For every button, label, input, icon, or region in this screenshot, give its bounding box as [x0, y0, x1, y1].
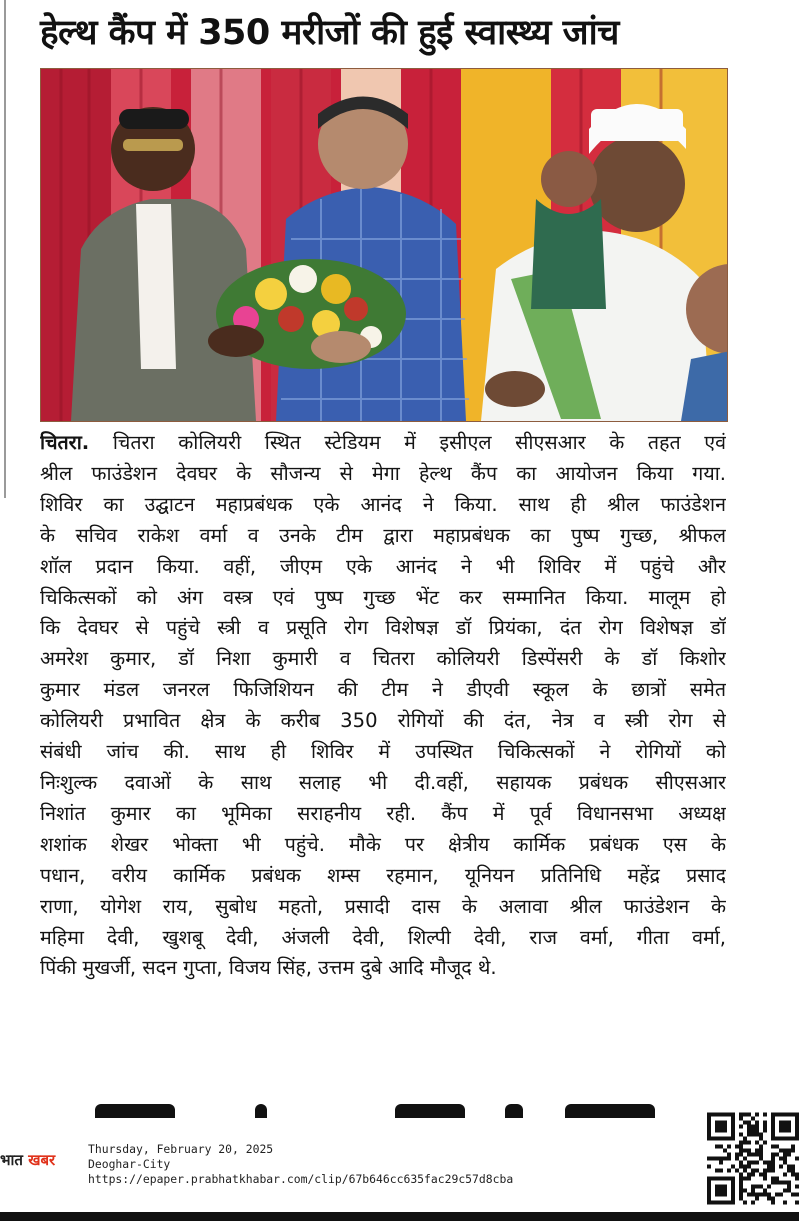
- article-line: महिमा देवी, खुशबू देवी, अंजली देवी, शिल्पी देवी, राज वर्मा, गीता वर्मा,: [40, 925, 726, 949]
- article-line: कुमार मंडल जनरल फिजिशियन की टीम ने डीएवी स्कूल के छात्रों समेत: [40, 678, 726, 702]
- clip-url[interactable]: https://epaper.prabhatkhabar.com/clip/67b646cc635fac29c57d8cba: [88, 1172, 514, 1186]
- clip-date: Thursday, February 20, 2025: [88, 1142, 274, 1156]
- clip-edition: Deoghar-City: [88, 1157, 171, 1171]
- article-line: राणा, योगेश राय, सुबोध महतो, प्रसादी दास के अलावा श्रील फाउंडेशन के: [40, 894, 726, 918]
- article-line: कोलियरी प्रभावित क्षेत्र के करीब 350 रोगियों की दंत, नेत्र व स्त्री रोग से: [40, 709, 726, 733]
- news-photo: [40, 68, 728, 422]
- article-line-text: चितरा कोलियरी स्थित स्टेडियम में इसीएल सीएसआर के तहत एवं: [89, 431, 726, 454]
- headline: हेल्थ कैंप में 350 मरीजों की हुई स्वास्थ्य जांच: [40, 13, 619, 53]
- column-rule: [4, 0, 6, 498]
- article-line: चिकित्सकों को अंग वस्त्र एवं पुष्प गुच्छ भेंट कर सम्मानित किया. मालूम हो: [40, 585, 726, 609]
- clip-metadata: [88, 1142, 513, 1187]
- qr-code-icon[interactable]: [707, 1111, 799, 1206]
- article-line: अमरेश कुमार, डॉ निशा कुमारी व चितरा कोलियरी डिस्पेंसरी के डॉ किशोर: [40, 647, 726, 671]
- article-dateline: चितरा.: [40, 431, 90, 454]
- article-line: शिविर का उद्घाटन महाप्रबंधक एके आनंद ने किया. साथ ही श्रील फाउंडेशन: [40, 492, 726, 516]
- article-line: के सचिव राकेश वर्मा व उनके टीम द्वारा महाप्रबंधक का पुष्प गुच्छ, श्रीफल: [40, 523, 726, 547]
- article-line: शशांक शेखर भोक्ता भी पहुंचे. मौके पर क्षेत्रीय कार्मिक प्रबंधक एस के: [40, 832, 726, 856]
- article-line: पिंकी मुखर्जी, सदन गुप्ता, विजय सिंह, उत्तम दुबे आदि मौजूद थे.: [40, 956, 497, 980]
- article-line: निशांत कुमार का भूमिका सराहनीय रही. कैंप में पूर्व विधानसभा अध्यक्ष: [40, 801, 726, 825]
- article-line: पधान, वरीय कार्मिक प्रबंधक शम्स रहमान, यूनियन प्रतिनिधि महेंद्र प्रसाद: [40, 863, 726, 887]
- article-line: संबंधी जांच की. साथ ही शिविर में उपस्थित चिकित्सकों ने रोगियों को: [40, 740, 726, 764]
- article-line: निःशुल्क दवाओं के साथ सलाह भी दी.वहीं, सहायक प्रबंधक सीएसआर: [40, 770, 726, 794]
- publication-logo: [0, 1146, 55, 1174]
- article-line: [40, 428, 726, 459]
- next-article-headline-fragment: [95, 1104, 665, 1118]
- publication-logo-suffix: खबर: [28, 1151, 56, 1169]
- bottom-bar: [0, 1212, 799, 1221]
- article-line: शॉल प्रदान किया. वहीं, जीएम एके आनंद ने भी शिविर में पहुंचे और: [40, 554, 726, 578]
- article-body: [40, 428, 726, 984]
- article-line: कि देवघर से पहुंचे स्त्री व प्रसूति रोग विशेषज्ञ डॉ प्रियंका, दंत रोग विशेषज्ञ डॉ: [40, 616, 726, 640]
- publication-logo-prefix: भात: [0, 1151, 23, 1169]
- article-line: श्रील फाउंडेशन देवघर के सौजन्य से मेगा हेल्थ कैंप का आयोजन किया गया.: [40, 461, 726, 485]
